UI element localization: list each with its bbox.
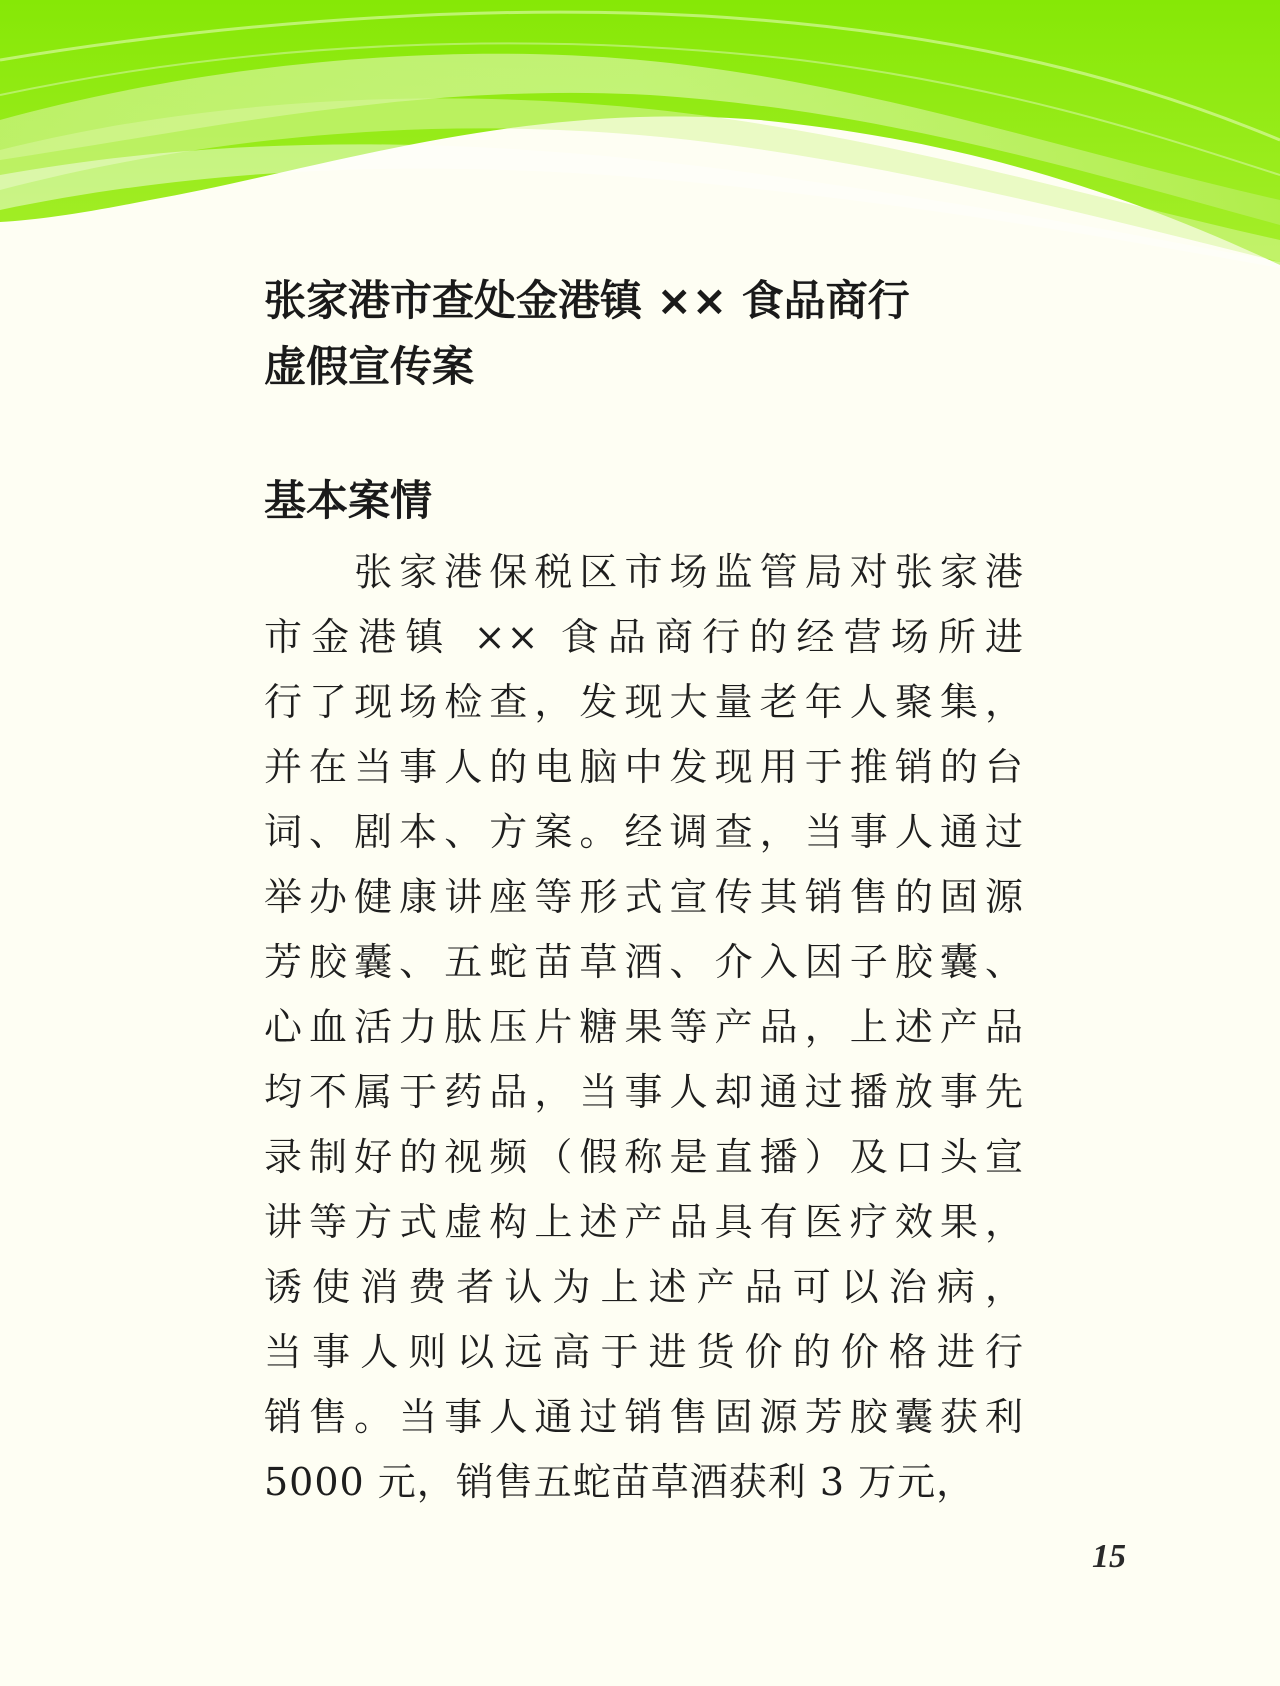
body-line: 讲等方式虚构上述产品具有医疗效果， [264, 1200, 1024, 1244]
body-line: 当事人则以远高于进货价的价格进行 [264, 1330, 1024, 1374]
page-number: 15 [1092, 1538, 1126, 1575]
header-green-wave-decoration [0, 0, 1280, 280]
body-line: 张家港保税区市场监管局对张家港 [264, 550, 1024, 594]
body-line: 行了现场检查，发现大量老年人聚集， [264, 680, 1024, 724]
body-paragraph [264, 540, 1024, 1515]
body-line: 诱使消费者认为上述产品可以治病， [264, 1265, 1024, 1309]
body-line: 词、剧本、方案。经调查，当事人通过 [264, 810, 1024, 854]
body-line: 录制好的视频（假称是直播）及口头宣 [264, 1135, 1024, 1179]
body-line: 销售。当事人通过销售固源芳胶囊获利 [264, 1395, 1024, 1439]
article-title-line-2: 虚假宣传案 [264, 342, 475, 391]
body-line: 5000 元，销售五蛇苗草酒获利 3 万元， [264, 1460, 976, 1504]
body-line: 均不属于药品，当事人却通过播放事先 [264, 1070, 1024, 1114]
body-line: 举办健康讲座等形式宣传其销售的固源 [264, 875, 1024, 919]
body-line: 心血活力肽压片糖果等产品，上述产品 [264, 1005, 1024, 1049]
section-heading: 基本案情 [264, 476, 433, 525]
body-line: 并在当事人的电脑中发现用于推销的台 [264, 745, 1024, 789]
body-line: 芳胶囊、五蛇苗草酒、介入因子胶囊、 [264, 940, 1024, 984]
article-title-line-1: 张家港市查处金港镇 ×× 食品商行 [264, 276, 910, 325]
article-title [264, 268, 1024, 400]
body-line: 市金港镇 ×× 食品商行的经营场所进 [264, 615, 1024, 659]
